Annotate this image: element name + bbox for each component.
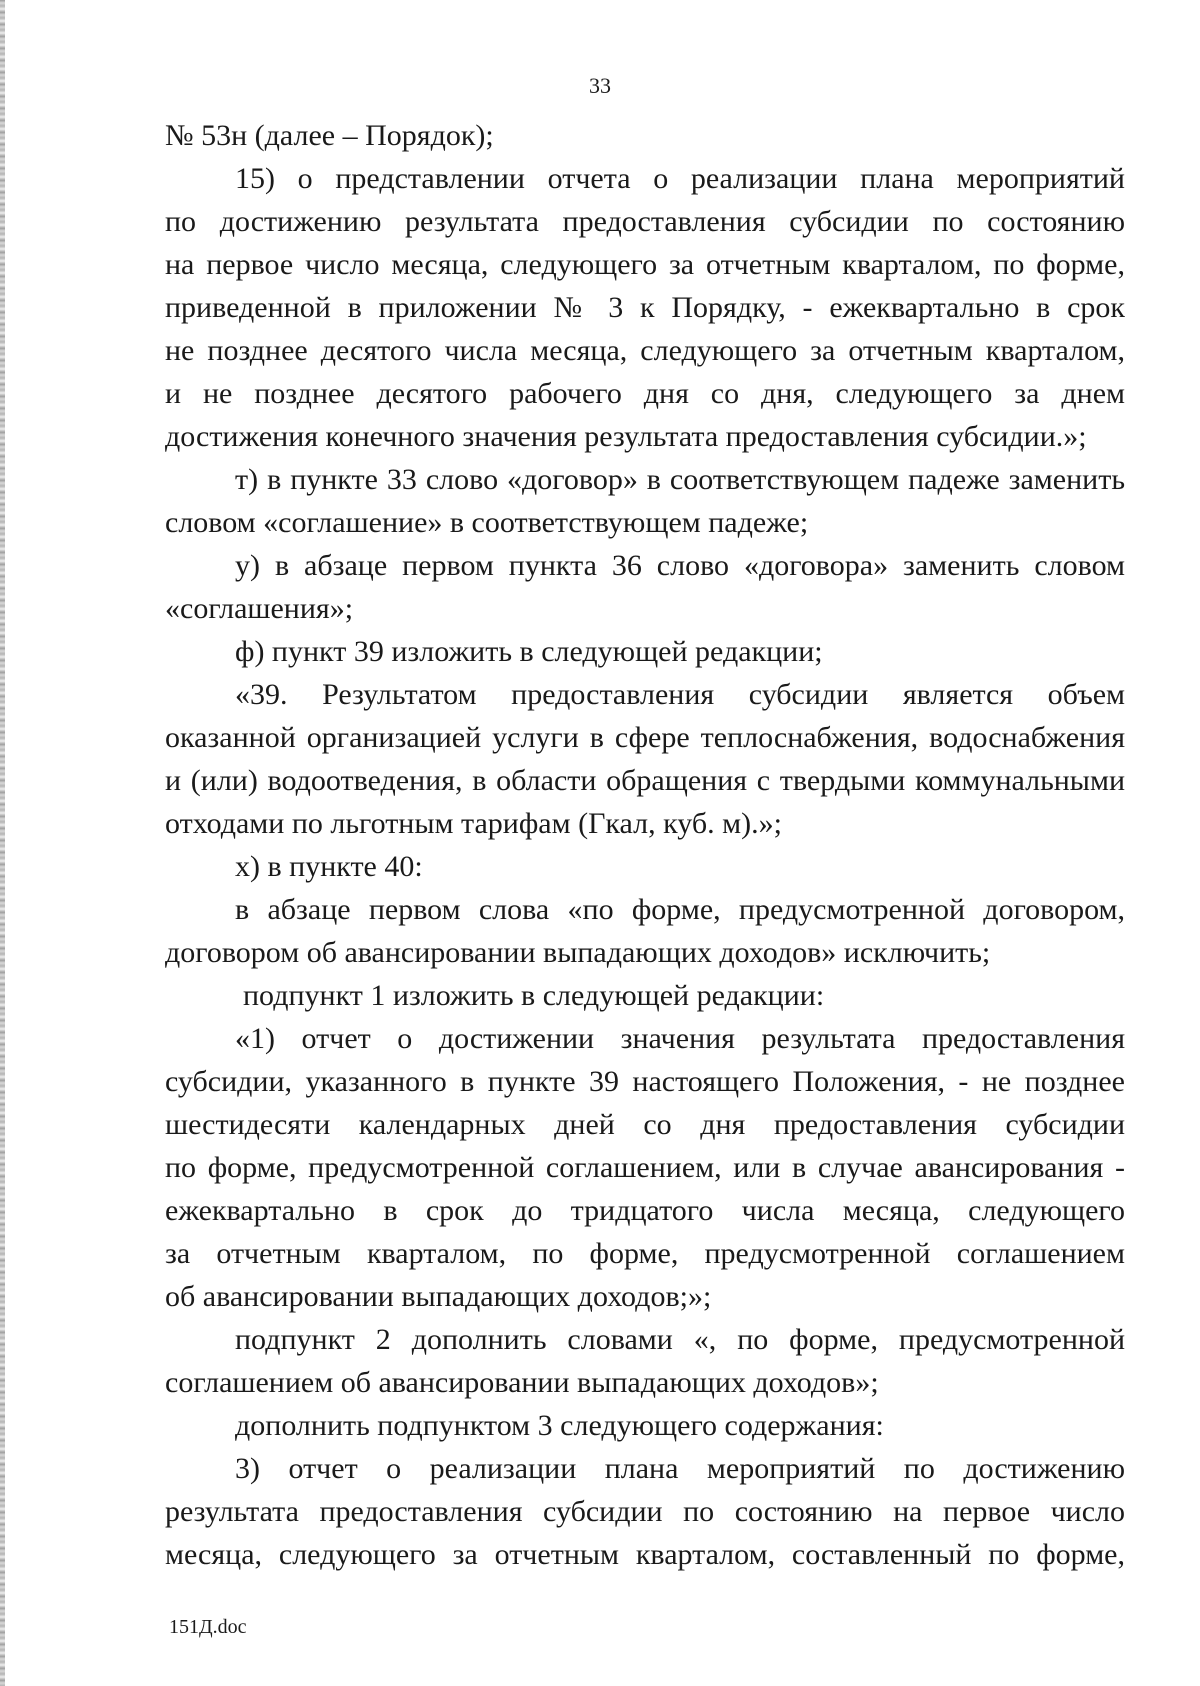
text-line: шестидесяти календарных дней со дня предоставления субсидии [165, 1108, 1125, 1141]
body-text [165, 114, 1125, 1576]
text-line: № 53н (далее – Порядок); [165, 119, 494, 152]
text-line: в абзаце первом слова «по форме, предусмотренной договором, [235, 893, 1125, 926]
text-line: дополнить подпунктом 3 следующего содержания: [235, 1409, 884, 1442]
text-line: «39. Результатом предоставления субсидии является объем [235, 678, 1125, 711]
text-line: 15) о представлении отчета о реализации плана мероприятий [235, 162, 1125, 195]
text-line: подпункт 2 дополнить словами «, по форме, предусмотренной [235, 1323, 1125, 1356]
page-number: 33 [589, 73, 611, 98]
text-line: ф) пункт 39 изложить в следующей редакции; [235, 635, 823, 668]
text-line: договором об авансировании выпадающих доходов» исключить; [165, 936, 991, 969]
text-line: приведенной в приложении № 3 к Порядку, - ежеквартально в срок [165, 291, 1125, 324]
text-line: и (или) водоотведения, в области обращения с твердыми коммунальными [165, 764, 1125, 797]
text-line: «1) отчет о достижении значения результата предоставления [235, 1022, 1125, 1055]
text-line: об авансировании выпадающих доходов;»; [165, 1280, 712, 1313]
text-line: подпункт 1 изложить в следующей редакции: [243, 979, 825, 1012]
text-line: субсидии, указанного в пункте 39 настоящего Положения, - не позднее [165, 1065, 1125, 1098]
text-line: по форме, предусмотренной соглашением, или в случае авансирования - [165, 1151, 1125, 1184]
text-line: и не позднее десятого рабочего дня со дня, следующего за днем [165, 377, 1125, 410]
text-line: на первое число месяца, следующего за отчетным кварталом, по форме, [165, 248, 1125, 281]
text-line: за отчетным кварталом, по форме, предусмотренной соглашением [165, 1237, 1125, 1270]
text-line: по достижению результата предоставления субсидии по состоянию [165, 205, 1125, 238]
text-line: соглашением об авансировании выпадающих доходов»; [165, 1366, 879, 1399]
text-line: «соглашения»; [165, 592, 354, 625]
text-line: 3) отчет о реализации плана мероприятий по достижению [235, 1452, 1125, 1485]
text-line: оказанной организацией услуги в сфере теплоснабжения, водоснабжения [165, 721, 1125, 754]
text-line: достижения конечного значения результата предоставления субсидии.»; [165, 420, 1087, 453]
text-line: т) в пункте 33 слово «договор» в соответствующем падеже заменить [235, 463, 1125, 496]
text-line: месяца, следующего за отчетным кварталом, составленный по форме, [165, 1538, 1125, 1571]
text-line: х) в пункте 40: [235, 850, 423, 883]
text-line: отходами по льготным тарифам (Гкал, куб. м).»; [165, 807, 782, 840]
footer-filename: 151Д.doc [169, 1616, 247, 1638]
text-line: не позднее десятого числа месяца, следующего за отчетным кварталом, [165, 334, 1125, 367]
text-line: словом «соглашение» в соответствующем падеже; [165, 506, 809, 539]
text-line: результата предоставления субсидии по состоянию на первое число [165, 1495, 1125, 1528]
text-line: у) в абзаце первом пункта 36 слово «договора» заменить словом [235, 549, 1125, 582]
text-line: ежеквартально в срок до тридцатого числа месяца, следующего [165, 1194, 1125, 1227]
